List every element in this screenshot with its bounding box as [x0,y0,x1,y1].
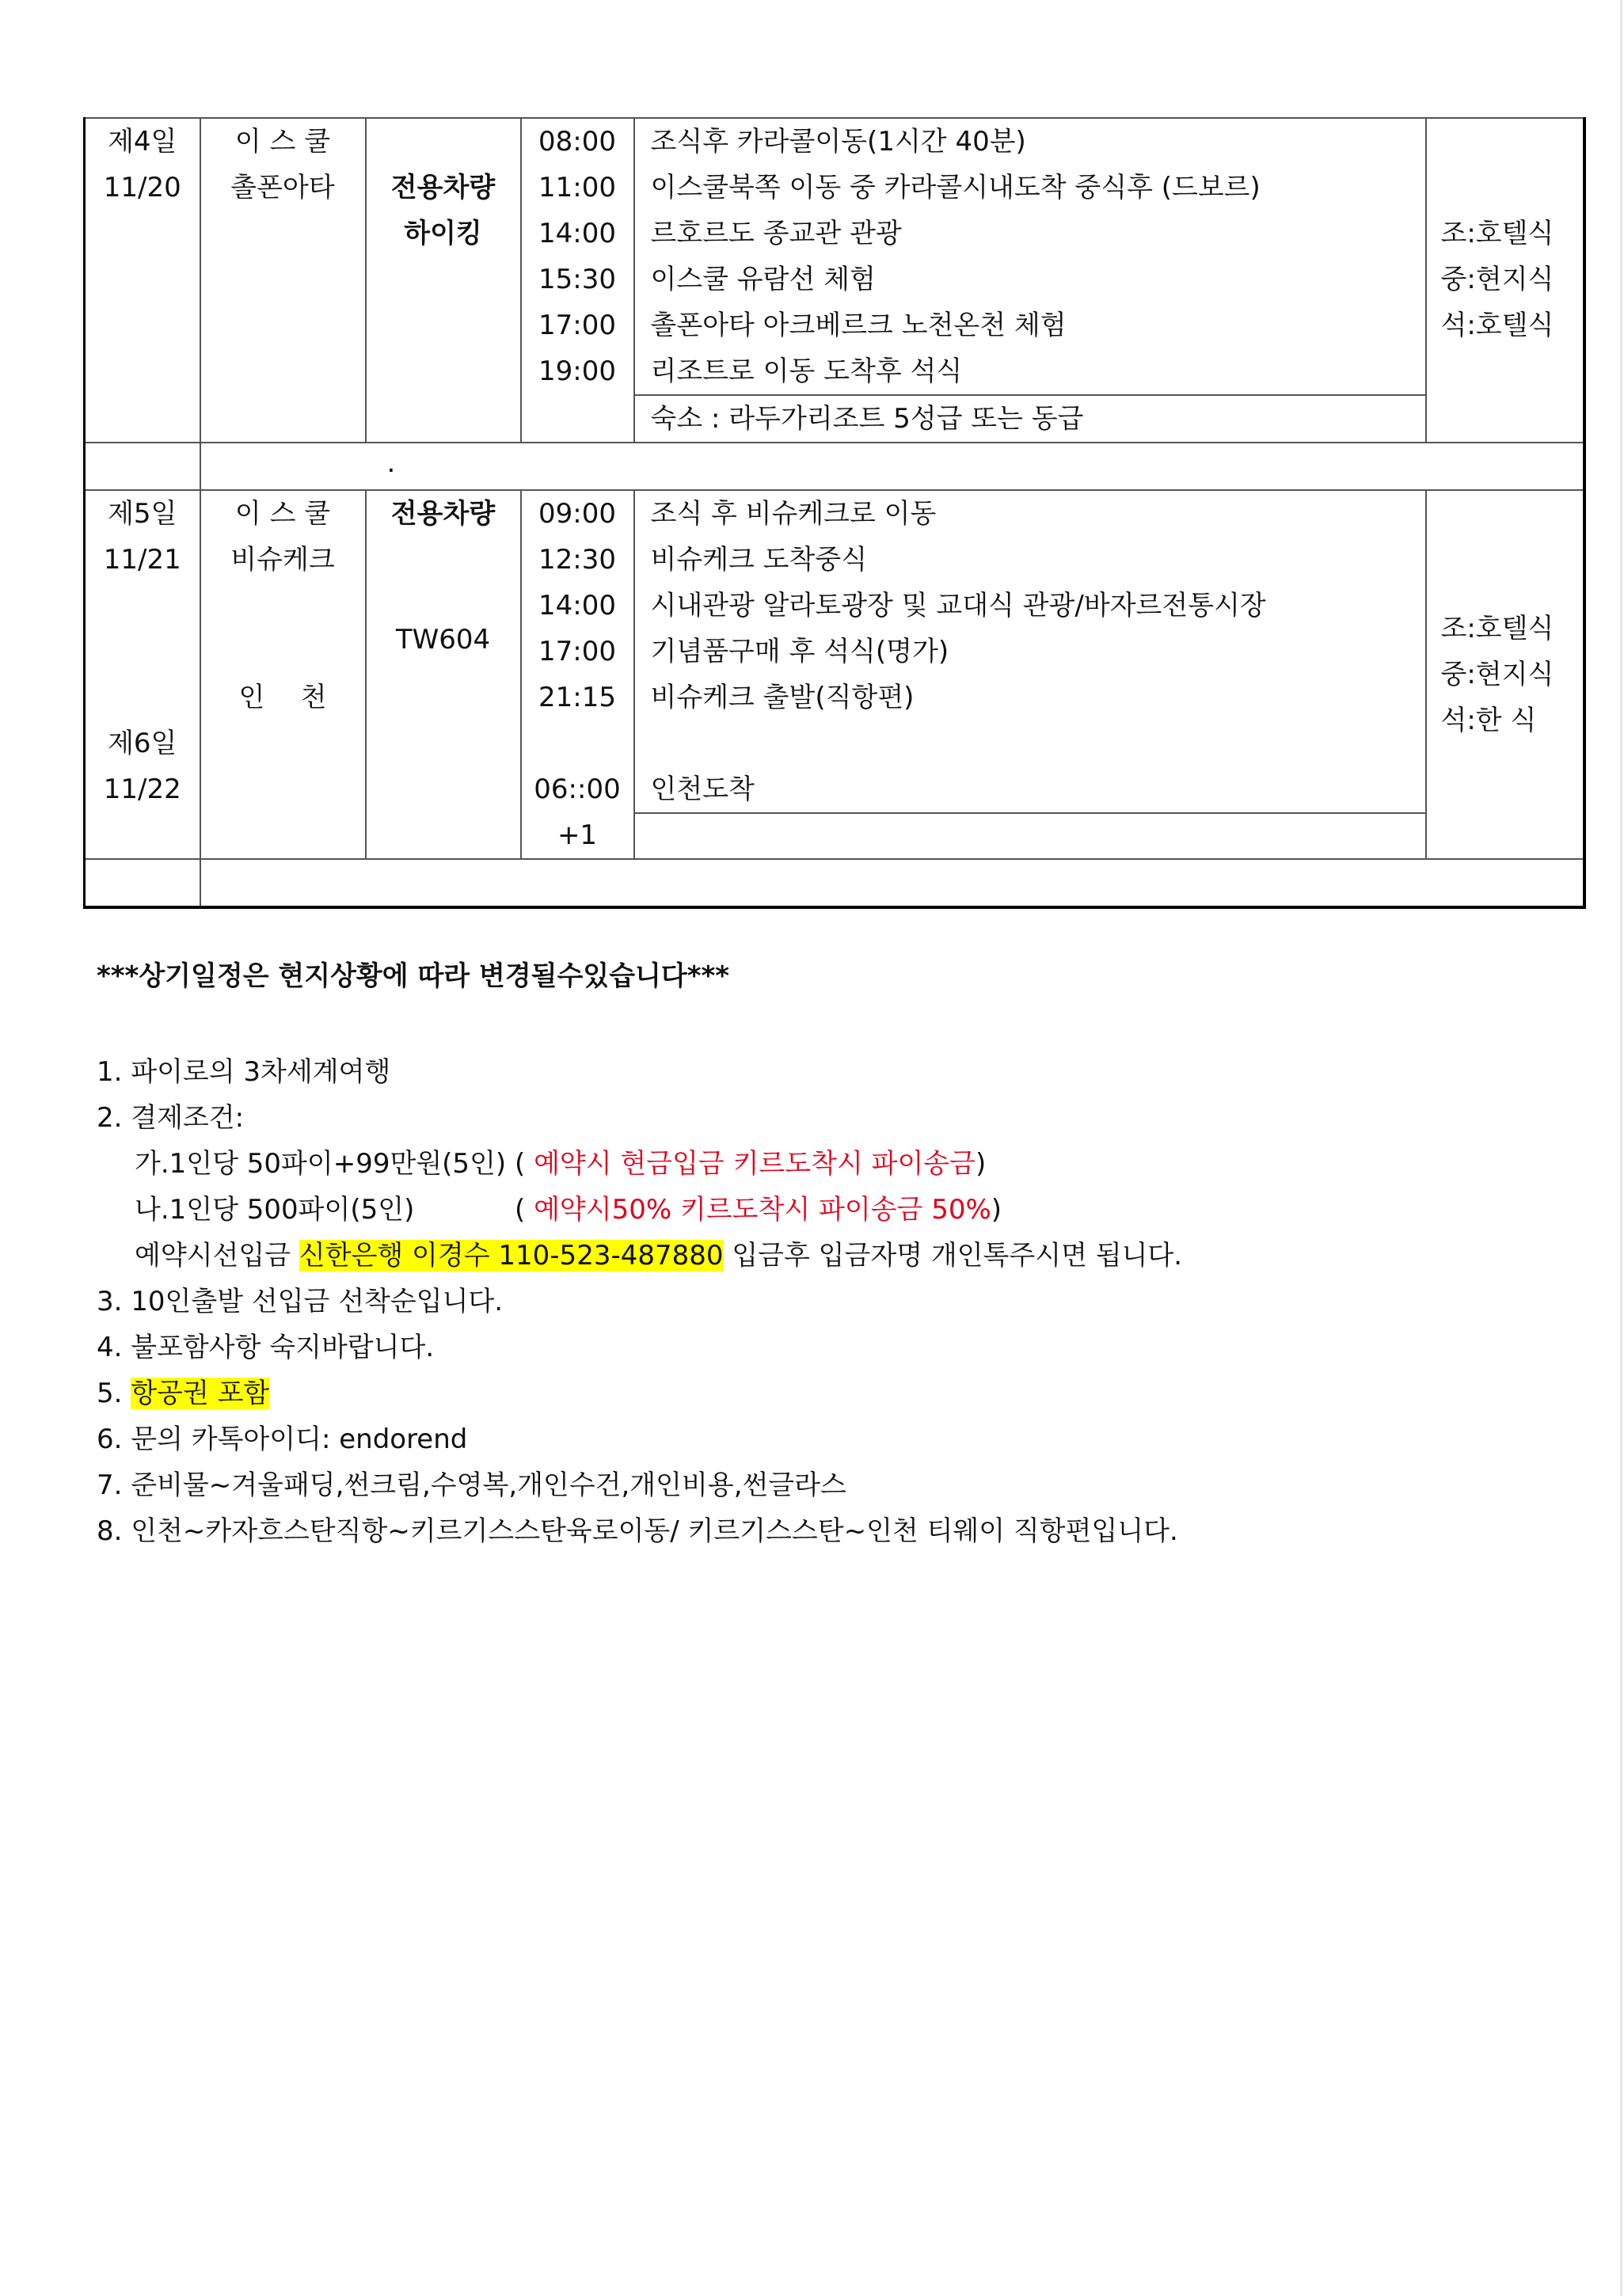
day5-activity: 기념품구매 후 석식(명가) [650,636,949,667]
day4-lodging: 숙소 : 라두가리조트 5성급 또는 동급 [634,395,1426,443]
day4-activity: 이스쿨 유람선 체험 [650,264,876,295]
day4-activities-cell [634,118,1426,395]
day5-time-cell [521,490,634,859]
day5-activity: 시내관광 알라토광장 및 교대식 관광/바자르전통시장 [650,590,1266,622]
day4-meal-dinner: 석:호텔식 [1440,310,1554,341]
day4-place-1: 이 스 쿨 [234,126,331,158]
day4-spacer-day [85,443,200,490]
day5-place-1: 이 스 쿨 [234,498,331,530]
list-item-2a [97,1141,1182,1187]
list-item-8: 8. 인천~카자흐스탄직항~키르기스스탄육로이동/ 키르기스스탄~인천 티웨이 직항편입니다. [97,1515,1178,1547]
deposit-text: 예약시선입금 [135,1240,299,1272]
payment-b-open: ( [515,1194,534,1226]
day4-time: 19:00 [538,355,616,387]
day4-meal-lunch: 중:현지식 [1440,264,1554,295]
day4-time: 14:00 [538,218,616,249]
day5-activities-cell [634,490,1426,859]
page-edge [1620,0,1622,2296]
day4-activity: 리조트로 이동 도착후 석식 [650,355,963,387]
day5-flight: TW604 [395,624,491,656]
day4-time: 17:00 [538,310,616,341]
day4-day: 제4일 [108,126,177,158]
day6-time-note: +1 [557,819,598,851]
day5-activity: 조식 후 비슈케크로 이동 [650,498,937,530]
day6-spacer [200,859,1584,907]
day6-activity-empty [635,812,1425,858]
list-item-6: 6. 문의 카톡아이디: endorend [97,1424,468,1455]
list-item-3: 3. 10인출발 선입금 선착순입니다. [97,1286,504,1317]
day6-activity: 인천도착 [650,774,755,805]
payment-a-red: 예약시 현금입금 키르도착시 파이송금 [534,1148,976,1180]
list-item-2c [97,1233,1182,1279]
day6-day: 제6일 [108,728,177,759]
payment-a-close: ) [976,1148,987,1180]
day4-time: 11:00 [538,172,616,203]
day5-meal-lunch: 중:현지식 [1440,659,1554,690]
day4-place-2: 촐폰아타 [230,172,335,203]
day4-activity: 촐폰아타 아크베르크 노천온천 체험 [650,310,1067,341]
payment-a-text: 가.1인당 50파이+99만원(5인) ( [135,1148,534,1180]
day4-date: 11/20 [103,172,181,203]
day5-time: 21:15 [538,682,616,713]
payment-b-close: ) [991,1194,1002,1226]
day4-activity: 조식후 카라콜이동(1시간 40분) [650,126,1026,158]
day5-row [85,490,1584,859]
day5-activity: 비슈케크 출발(직항편) [650,682,915,713]
list-item-7: 7. 준비물~겨울패딩,썬크림,수영복,개인수건,개인비용,썬글라스 [97,1469,846,1501]
payment-b-red: 예약시50% 키르도착시 파이송금 50% [534,1194,991,1226]
day5-time: 14:00 [538,590,616,622]
day4-meals-cell [1426,118,1584,443]
day5-transport-cell [366,490,521,859]
day5-date: 11/21 [103,544,181,576]
day4-activity: 르호르도 종교관 관광 [650,218,902,249]
day5-transport: 전용차량 [390,498,496,530]
day4-place-cell [200,118,366,443]
info-list [97,1049,1182,1554]
list-item-2: 2. 결제조건: [97,1102,245,1134]
deposit-instructions: 입금후 입금자명 개인톡주시면 됩니다. [723,1240,1183,1272]
list-item-5 [97,1370,1182,1416]
day5-day-cell [85,490,200,859]
day4-time-cell [521,118,634,443]
day6-time: 06::00 [534,774,621,805]
bank-account-highlight: 신한은행 이경수 110-523-487880 [299,1240,724,1272]
day5-time: 17:00 [538,636,616,667]
day5-meals-cell [1426,490,1584,859]
day5-time: 12:30 [538,544,616,576]
day5-place-2: 비슈케크 [230,544,335,576]
list-item-1: 1. 파이로의 3차세계여행 [97,1056,391,1088]
day4-spacer-row [85,443,1584,490]
day6-spacer-day [85,859,200,907]
payment-b-text: 나.1인당 500파이(5인) [135,1194,415,1226]
day5-day: 제5일 [108,498,177,530]
day4-transport-cell [366,118,521,443]
day5-activity: 비슈케크 도착중식 [650,544,868,576]
day4-row [85,118,1584,395]
day6-spacer-row [85,859,1584,907]
day6-date: 11/22 [103,774,181,805]
day5-place-end [201,675,365,720]
day5-place-end-2: 천 [300,682,327,713]
day5-time: 09:00 [538,498,616,530]
day5-meal-dinner: 석:한 식 [1440,705,1537,736]
list-item-4: 4. 불포함사항 숙지바랍니다. [97,1332,435,1363]
airfare-included-highlight: 항공권 포함 [131,1378,270,1409]
schedule-table [83,117,1586,909]
list-item-5-number: 5. [97,1378,131,1409]
day5-place-end-1: 인 [238,682,265,713]
day4-time: 08:00 [538,126,616,158]
day5-place-cell [200,490,366,859]
day4-transport-2: 하이킹 [404,218,482,249]
schedule-notice: ***상기일정은 현지상황에 따라 변경될수있습니다*** [97,960,730,992]
day4-time: 15:30 [538,264,616,295]
day4-activity: 이스쿨북쪽 이동 중 카라콜시내도착 중식후 (드보르) [650,172,1261,203]
day4-day-cell [85,118,200,443]
day4-transport-1: 전용차량 [390,172,496,203]
day4-spacer: . [200,443,1584,490]
day4-meal-breakfast: 조:호텔식 [1440,218,1554,249]
day5-meal-breakfast: 조:호텔식 [1440,613,1554,644]
list-item-2b [97,1187,1182,1233]
